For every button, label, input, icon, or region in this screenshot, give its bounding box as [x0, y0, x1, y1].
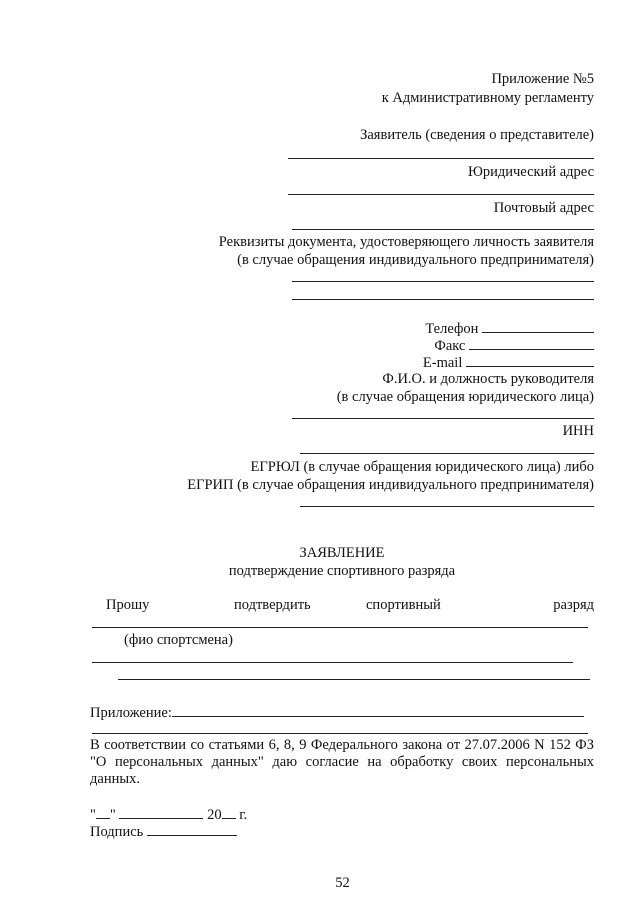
fax-label: Факс	[434, 338, 466, 354]
signature-label: Подпись	[90, 824, 144, 840]
date-quote-close: "	[109, 807, 116, 823]
id-document-line-2[interactable]	[292, 299, 594, 300]
athlete-name-hint: (фио спортсмена)	[124, 632, 233, 648]
id-document-label: Реквизиты документа, удостоверяющего личность заявителя	[218, 234, 594, 250]
postal-address-label: Почтовый адрес	[493, 200, 594, 216]
egrul-label: ЕГРЮЛ (в случае обращения юридического лица) либо	[250, 459, 594, 475]
date-quote-open: "	[90, 807, 96, 823]
legal-address-label: Юридический адрес	[467, 164, 594, 180]
head-line[interactable]	[292, 418, 594, 419]
applicant-line[interactable]	[288, 158, 594, 159]
appendix-number: Приложение №5	[491, 71, 594, 87]
consent-text: В соответствии со статьями 6, 8, 9 Федерального закона от 27.07.2006 N 152 ФЗ "О персональных данных" даю согласие на обработку своих персональных данных.	[90, 737, 594, 787]
attachment-row	[90, 703, 584, 722]
email-label: E-mail	[422, 355, 463, 371]
id-document-note: (в случае обращения индивидуального предпринимателя)	[237, 252, 594, 268]
statement-subtitle: подтверждение спортивного разряда	[228, 563, 456, 579]
date-month-field[interactable]	[119, 805, 203, 819]
request-line[interactable]	[92, 627, 588, 628]
request-word-1: Прошу	[106, 597, 150, 613]
request-word-4: разряд	[553, 597, 594, 613]
date-year-field[interactable]	[222, 805, 236, 819]
regulation-reference: к Административному регламенту	[381, 90, 594, 106]
signature-field[interactable]	[147, 822, 237, 836]
id-document-line-1[interactable]	[292, 281, 594, 282]
postal-address-line[interactable]	[292, 229, 594, 230]
legal-address-line[interactable]	[288, 194, 594, 195]
fax-field[interactable]	[469, 336, 594, 350]
inn-line[interactable]	[300, 453, 594, 454]
email-row	[423, 353, 594, 372]
phone-field[interactable]	[482, 319, 594, 333]
inn-label: ИНН	[562, 423, 594, 439]
head-note: (в случае обращения юридического лица)	[336, 389, 594, 405]
date-suffix: г.	[239, 807, 248, 823]
egrip-label: ЕГРИП (в случае обращения индивидуального предпринимателя)	[187, 477, 594, 493]
request-word-3: спортивный	[366, 597, 441, 613]
athlete-line-1[interactable]	[92, 662, 573, 663]
head-label: Ф.И.О. и должность руководителя	[382, 371, 594, 387]
statement-title: ЗАЯВЛЕНИЕ	[299, 545, 385, 561]
applicant-label: Заявитель (сведения о представителе)	[360, 127, 594, 143]
attachment-field[interactable]	[172, 703, 584, 717]
egr-line[interactable]	[300, 506, 594, 507]
phone-label: Телефон	[425, 321, 479, 337]
request-word-2: подтвердить	[234, 597, 311, 613]
email-field[interactable]	[466, 353, 594, 367]
date-day-field[interactable]	[96, 805, 110, 819]
page-number: 52	[335, 875, 350, 891]
attachment-line-2[interactable]	[92, 733, 588, 734]
date-year-prefix: 20	[207, 807, 222, 823]
athlete-line-2[interactable]	[118, 679, 590, 680]
signature-row	[90, 822, 237, 841]
attachment-label: Приложение:	[90, 705, 172, 721]
